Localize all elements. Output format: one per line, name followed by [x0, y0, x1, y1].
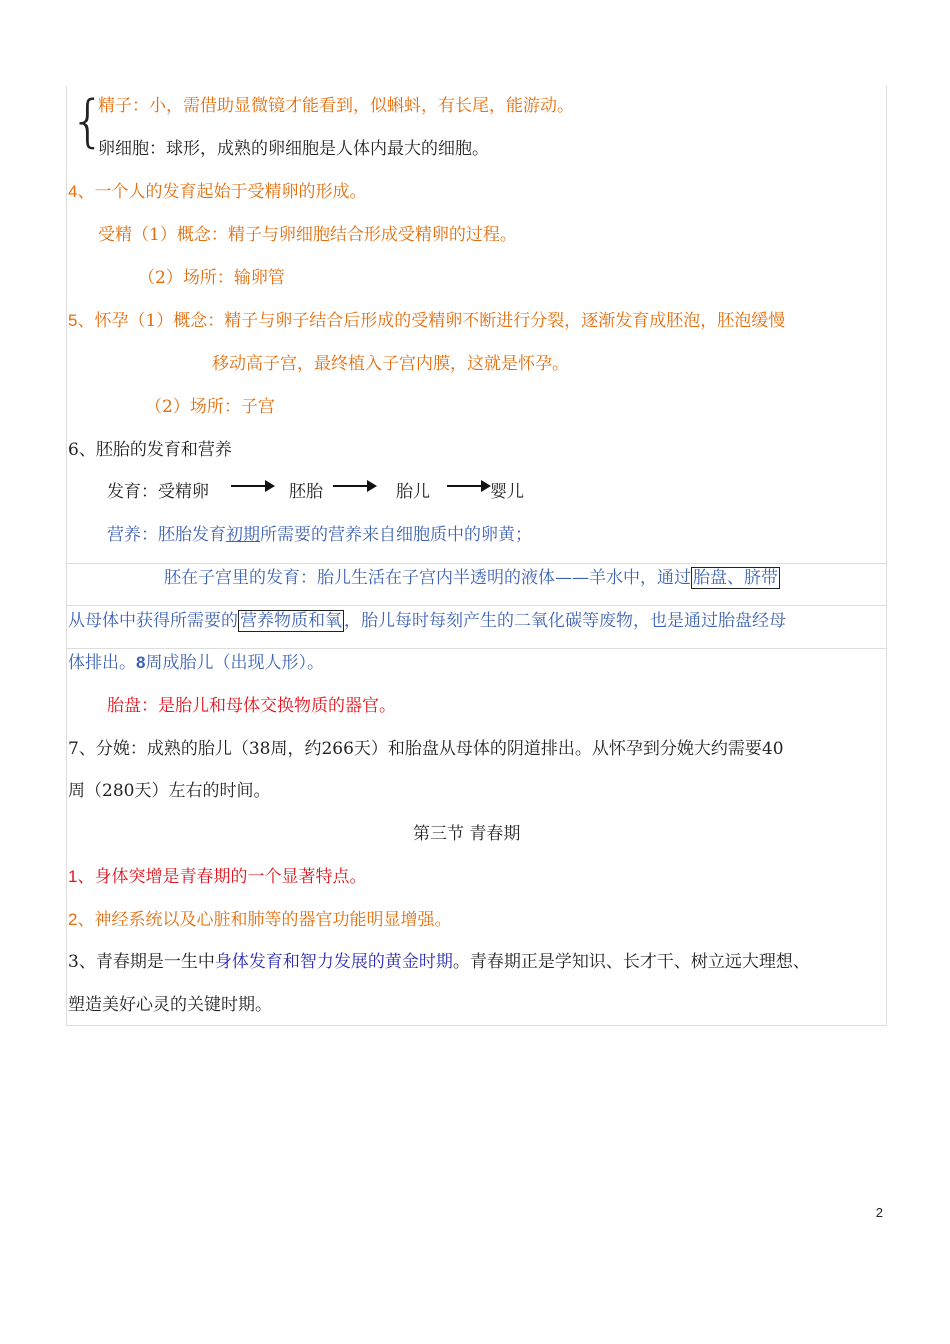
puberty-item-2 — [68, 908, 451, 932]
uterus-development — [164, 566, 780, 590]
item-5 — [68, 309, 785, 333]
stage-infant: 婴儿 — [490, 482, 524, 502]
puberty-item-3 — [68, 950, 810, 974]
placenta-definition: 胎盘：是胎儿和母体交换物质的器官。 — [107, 696, 396, 716]
item-text: 、身体突增是青春期的一个显著特点。 — [77, 867, 367, 887]
pregnancy-continued: 移动高子宫，最终植入子宫内膜，这就是怀孕。 — [212, 354, 569, 374]
arrow-right-icon — [333, 485, 375, 487]
page-number: 2 — [875, 1205, 883, 1220]
text-segment: 体排出。 — [68, 653, 136, 673]
item-7: 7、分娩：成熟的胎儿（38周，约266天）和胎盘从母体的阴道排出。从怀孕到分娩大约需要40 — [68, 739, 784, 759]
text-segment: 所需要的营养来自细胞质中的卵黄； — [260, 525, 532, 545]
item-number: 5 — [68, 311, 78, 330]
text-segment: ，胎儿每时每刻产生的二氧化碳等废物，也是通过胎盘经母 — [344, 611, 786, 631]
item-number: 4 — [68, 182, 78, 201]
nutrition-line — [107, 523, 532, 547]
divider — [66, 605, 886, 606]
pregnancy-place: （2）场所：子宫 — [145, 397, 275, 417]
text-segment: 营养：胚胎发育 — [107, 525, 226, 545]
puberty-item-3-cont: 塑造美好心灵的关键时期。 — [68, 995, 272, 1015]
stage-embryo: 胚胎 — [289, 482, 323, 502]
item-7-cont: 周（280天）左右的时间。 — [68, 781, 271, 801]
item-4 — [68, 180, 366, 204]
egg-line: 卵细胞：球形，成熟的卵细胞是人体内最大的细胞。 — [98, 139, 489, 159]
divider — [66, 1025, 886, 1026]
item-number: 2 — [68, 910, 78, 929]
highlighted-phrase: 身体发育和智力发展的黄金时期 — [214, 952, 453, 972]
section-title: 第三节 青春期 — [413, 824, 521, 844]
uterus-development-end — [68, 651, 324, 675]
sperm-line: 精子：小，需借助显微镜才能看到，似蝌蚪，有长尾，能游动。 — [98, 96, 574, 116]
item-6: 6、胚胎的发育和营养 — [68, 440, 232, 460]
text-segment: 。青春期正是学知识、长才干、树立远大理想、 — [452, 952, 810, 972]
underlined-term: 初期 — [226, 525, 260, 545]
item-text: 、怀孕（1）概念：精子与卵子结合后形成的受精卵不断进行分裂，逐渐发育成胚泡，胚泡缓慢 — [77, 311, 786, 331]
divider — [66, 563, 886, 564]
text-segment: 3、青春期是一生中 — [68, 952, 215, 972]
puberty-item-1 — [68, 865, 366, 889]
text-segment: 周成胎儿（出现人形）。 — [145, 653, 324, 673]
fertilization-concept: 受精（1）概念：精子与卵细胞结合形成受精卵的过程。 — [98, 225, 517, 245]
divider — [66, 648, 886, 649]
fertilization-place: （2）场所：输卵管 — [138, 268, 285, 288]
uterus-development-cont — [68, 609, 786, 633]
item-text: 、神经系统以及心脏和肺等的器官功能明显增强。 — [77, 910, 452, 930]
item-text: 、一个人的发育起始于受精卵的形成。 — [77, 182, 367, 202]
text-segment: 胚在子宫里的发育：胎儿生活在子宫内半透明的液体——羊水中，通过 — [164, 568, 691, 588]
brace-icon: { — [70, 89, 106, 154]
arrow-right-icon — [231, 485, 273, 487]
arrow-right-icon — [447, 485, 489, 487]
text-segment: 从母体中获得所需要的 — [68, 611, 238, 631]
stage-fetus: 胎儿 — [396, 482, 430, 502]
number-8: 8 — [136, 653, 146, 672]
development-label: 发育：受精卵 — [107, 482, 209, 502]
item-number: 1 — [68, 867, 78, 886]
boxed-term: 胎盘、脐带 — [693, 568, 778, 588]
boxed-term: 营养物质和氧 — [240, 611, 342, 631]
